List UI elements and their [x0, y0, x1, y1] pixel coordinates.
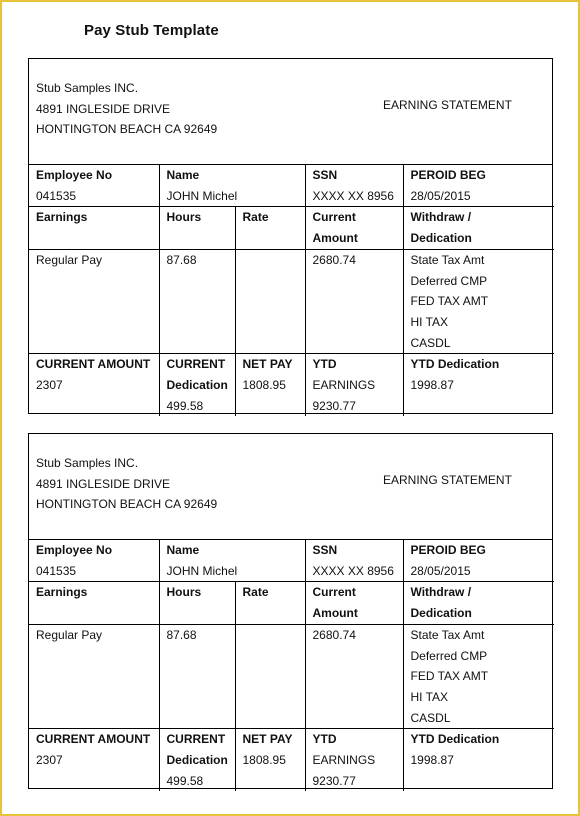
name-value: JOHN Michel — [166, 563, 238, 578]
ytd-cell — [305, 354, 403, 417]
ytd-earnings-value: 9230.77 — [312, 773, 356, 788]
ytd-dedication-cell — [403, 354, 554, 417]
total-current-label: CURRENT AMOUNT — [36, 357, 151, 372]
deduction-item: CASDL — [410, 335, 451, 350]
amount-cell — [305, 624, 403, 729]
ytd-dedication-cell — [403, 729, 554, 792]
ytd-dedication-value: 1998.87 — [410, 378, 454, 393]
net-pay-label: NET PAY — [242, 732, 293, 747]
name-label: Name — [166, 543, 200, 557]
hours-label: Hours — [166, 585, 202, 600]
net-pay-value: 1808.95 — [242, 753, 286, 768]
amount-value: 2680.74 — [312, 252, 356, 267]
ytd-earnings-label: EARNINGS — [312, 753, 376, 768]
deductions-cell — [403, 249, 554, 354]
total-current-cell — [29, 729, 159, 792]
rate-cell — [235, 624, 305, 729]
earning-type-cell — [29, 624, 159, 729]
total-current-label: CURRENT AMOUNT — [36, 732, 151, 747]
amount-label: Amount — [312, 606, 358, 621]
earning-type-cell — [29, 249, 159, 354]
net-pay-cell — [235, 729, 305, 792]
deduction-item: FED TAX AMT — [410, 294, 489, 309]
net-pay-value: 1808.95 — [242, 378, 286, 393]
address-line-1: 4891 INGLESIDE DRIVE — [36, 476, 171, 491]
table-row — [29, 165, 554, 207]
total-current-cell — [29, 354, 159, 417]
employee-no-cell — [29, 540, 159, 582]
table-row — [29, 582, 554, 624]
table-row — [29, 249, 554, 354]
name-cell — [159, 165, 305, 207]
employee-no-value: 041535 — [36, 563, 77, 578]
current-amount-header — [305, 582, 403, 624]
employee-no-cell — [29, 165, 159, 207]
hours-value: 87.68 — [166, 627, 197, 642]
ytd-earnings-value: 9230.77 — [312, 398, 356, 413]
current-dedication-label-2: Dedication — [166, 378, 228, 393]
pay-table — [29, 540, 554, 791]
amount-value: 2680.74 — [312, 627, 356, 642]
ssn-value: XXXX XX 8956 — [312, 563, 394, 578]
ssn-cell — [305, 165, 403, 207]
deduction-item: CASDL — [410, 710, 451, 725]
earnings-header — [29, 207, 159, 249]
deduction-item: HI TAX — [410, 689, 449, 704]
stub-header — [29, 434, 552, 540]
ytd-label: YTD — [312, 357, 337, 372]
withdraw-label: Withdraw / — [410, 210, 472, 225]
employee-no-label: Employee No — [36, 543, 113, 557]
period-value: 28/05/2015 — [410, 188, 471, 203]
company-name: Stub Samples INC. — [36, 456, 139, 470]
hours-header — [159, 582, 235, 624]
ssn-cell — [305, 540, 403, 582]
name-value: JOHN Michel — [166, 188, 238, 203]
ssn-label: SSN — [312, 543, 338, 557]
company-name: Stub Samples INC. — [36, 81, 139, 95]
dedication-label: Dedication — [410, 606, 472, 621]
table-row — [29, 540, 554, 582]
rate-cell — [235, 249, 305, 354]
current-dedication-value: 499.58 — [166, 773, 204, 788]
withdraw-header — [403, 207, 554, 249]
hours-cell — [159, 624, 235, 729]
hours-cell — [159, 249, 235, 354]
dedication-label: Dedication — [410, 231, 472, 246]
current-label: Current — [312, 585, 356, 600]
net-pay-cell — [235, 354, 305, 417]
hours-header — [159, 207, 235, 249]
earning-statement-label: EARNING STATEMENT — [383, 98, 512, 112]
ytd-label: YTD — [312, 732, 337, 747]
stub-header — [29, 59, 552, 165]
employee-no-value: 041535 — [36, 188, 77, 203]
ytd-dedication-label: YTD Dedication — [410, 357, 500, 372]
address-line-2: HONTINGTON BEACH CA 92649 — [36, 122, 218, 136]
rate-label: Rate — [242, 585, 269, 600]
earning-type-value: Regular Pay — [36, 252, 103, 267]
total-current-value: 2307 — [36, 753, 63, 768]
deduction-item: FED TAX AMT — [410, 669, 489, 684]
table-row — [29, 624, 554, 729]
deduction-item: Deferred CMP — [410, 273, 488, 288]
rate-header — [235, 582, 305, 624]
ytd-dedication-value: 1998.87 — [410, 753, 454, 768]
current-dedication-label-2: Dedication — [166, 753, 228, 768]
ytd-dedication-label: YTD Dedication — [410, 732, 500, 747]
current-amount-header — [305, 207, 403, 249]
name-cell — [159, 540, 305, 582]
table-row — [29, 729, 554, 792]
period-value: 28/05/2015 — [410, 563, 471, 578]
current-label: Current — [312, 210, 356, 225]
hours-label: Hours — [166, 210, 202, 225]
page-title: Pay Stub Template — [84, 22, 219, 39]
pay-table — [29, 165, 554, 416]
period-cell — [403, 165, 554, 207]
company-block — [36, 453, 217, 515]
current-dedication-cell — [159, 354, 235, 417]
current-dedication-value: 499.58 — [166, 398, 204, 413]
period-label: PEROID BEG — [410, 168, 486, 182]
deduction-item: Deferred CMP — [410, 648, 488, 663]
amount-label: Amount — [312, 231, 358, 246]
hours-value: 87.68 — [166, 252, 197, 267]
earning-statement-label: EARNING STATEMENT — [383, 473, 512, 487]
table-row — [29, 207, 554, 249]
pay-stub-1 — [28, 58, 553, 414]
rate-label: Rate — [242, 210, 269, 225]
period-label: PEROID BEG — [410, 543, 486, 557]
earning-type-value: Regular Pay — [36, 627, 103, 642]
address-line-1: 4891 INGLESIDE DRIVE — [36, 101, 171, 116]
address-line-2: HONTINGTON BEACH CA 92649 — [36, 497, 218, 511]
current-dedication-label-1: CURRENT — [166, 357, 226, 372]
deduction-item: HI TAX — [410, 314, 449, 329]
company-block — [36, 78, 217, 140]
deduction-item: State Tax Amt — [410, 627, 485, 642]
current-dedication-label-1: CURRENT — [166, 732, 226, 747]
ssn-value: XXXX XX 8956 — [312, 188, 394, 203]
amount-cell — [305, 249, 403, 354]
rate-header — [235, 207, 305, 249]
net-pay-label: NET PAY — [242, 357, 293, 372]
name-label: Name — [166, 168, 200, 182]
earnings-label: Earnings — [36, 585, 88, 600]
withdraw-header — [403, 582, 554, 624]
pay-stub-2 — [28, 433, 553, 789]
deduction-item: State Tax Amt — [410, 252, 485, 267]
period-cell — [403, 540, 554, 582]
earnings-header — [29, 582, 159, 624]
current-dedication-cell — [159, 729, 235, 792]
table-row — [29, 354, 554, 417]
deductions-cell — [403, 624, 554, 729]
employee-no-label: Employee No — [36, 168, 113, 182]
earnings-label: Earnings — [36, 210, 88, 225]
ssn-label: SSN — [312, 168, 338, 182]
withdraw-label: Withdraw / — [410, 585, 472, 600]
total-current-value: 2307 — [36, 378, 63, 393]
ytd-cell — [305, 729, 403, 792]
ytd-earnings-label: EARNINGS — [312, 378, 376, 393]
